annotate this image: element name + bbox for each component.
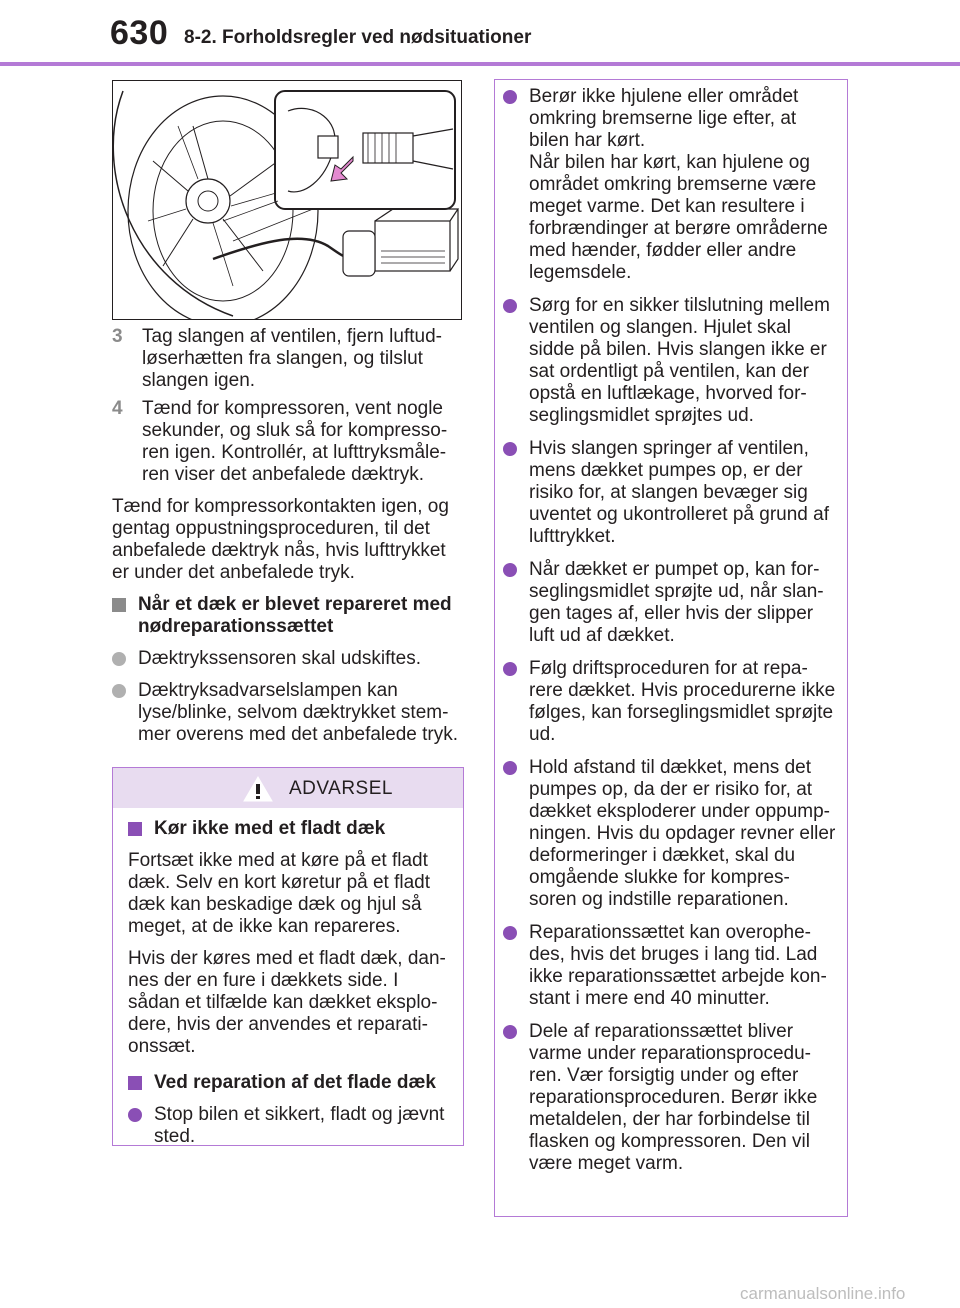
warning-header [113,768,463,808]
warning-label: ADVARSEL [289,778,393,799]
step-number: 4 [112,398,123,419]
square-bullet-icon [128,1076,142,1090]
left-column [112,326,464,756]
instruction-paragraph: Tænd for kompressorkontakten igen, og gentag oppustningsproceduren, til det anbefalede dæktryk nås, hvis lufttrykket er under det anbefalede tryk. [112,496,449,583]
list-item: Berør ikke hjulene eller området omkring bremserne lige efter, at bilen har kørt. Når bilen har kørt, kan hjulene og området omkring bremserne være meget varme. Det kan resultere i forbrændinger at berøre områderne med hænder, fødder eller andre legemsdele. [503,86,837,284]
warning-heading: Ved reparation af det flade dæk [128,1072,449,1094]
tire-repair-illustration [112,80,462,320]
warning-continuation-box [494,79,848,1217]
list-item: Dæktrykssensoren skal udskiftes. [112,648,464,670]
watermark-footer[interactable]: carmanualsonline.info [740,1284,906,1303]
warning-box [112,767,464,1146]
page-number: 630 [110,14,169,52]
circle-bullet-icon [503,299,517,313]
section-heading: Når et dæk er blevet repareret med nødreparationssættet [112,594,464,638]
step-text: Tag slangen af ventilen, fjern luftud-løserhætten fra slangen, og tilslut slangen igen. [142,326,442,391]
warning-paragraph: Fortsæt ikke med at køre på et fladt dæk. Selv en kort køretur på et fladt dæk kan beskadige dæk og hjul så meget, at de ikke kan repareres. [128,850,431,937]
list-item: Sørg for en sikker tilslutning mellem ventilen og slangen. Hjulet skal sidde på bilen. Hvis slangen ikke er sat ordentligt på ventilen, kan der opstå en luftlækage, hvorved for-seglingsmidlet sprøjtes ud. [503,295,837,427]
list-item: Dele af reparationssættet bliver varme under reparationsprocedu-ren. Vær forsigtig under og efter reparationsproceduren. Berør ikke metaldelen, der har forbindelse til flasken og kompressoren. Den vil være meget varm. [503,1021,837,1175]
circle-bullet-icon [503,442,517,456]
circle-bullet-icon [128,1108,142,1122]
circle-bullet-icon [503,926,517,940]
warning-body [113,808,463,1148]
step-text: Tænd for kompressoren, vent nogle sekunder, og sluk så for kompresso-ren igen. Kontrollér, at lufttryksmåle-ren viser det anbefalede dæktryk. [142,398,448,485]
circle-bullet-icon [503,563,517,577]
step-number: 3 [112,326,123,347]
circle-bullet-icon [503,662,517,676]
square-bullet-icon [128,822,142,836]
section-title: 8-2. Forholdsregler ved nødsituationer [184,27,532,48]
warning-paragraph: Hvis der køres med et fladt dæk, dan-nes der en fure i dækkets side. I sådan et tilfælde kan dækket eksplo-dere, hvis der anvendes et reparati-onssæt. [128,948,446,1057]
circle-bullet-icon [503,761,517,775]
step-4 [112,398,464,486]
list-item: Reparationssættet kan overophe-des, hvis det bruges i lang tid. Lad ikke reparationssættet arbejde kon-stant i mere end 40 minutter. [503,922,837,1010]
warning-triangle-icon [243,776,273,802]
list-item: Følg driftsproceduren for at repa-rere dækket. Hvis procedurerne ikke følges, kan forseglingsmidlet sprøjte ud. [503,658,837,746]
circle-bullet-icon [503,1025,517,1039]
list-item: Hvis slangen springer af ventilen, mens dækket pumpes op, er der risiko for, at slangen bevæger sig uventet og ukontrolleret på grund af lufttrykket. [503,438,837,548]
header-rule [0,62,960,66]
list-item: Dæktryksadvarselslampen kan lyse/blinke, selvom dæktrykket stem-mer overens med det anbefalede tryk. [112,680,464,746]
circle-bullet-icon [112,684,126,698]
list-item: Når dækket er pumpet op, kan for-seglingsmidlet sprøjte ud, når slan-gen tages af, eller hvis der slipper luft ud af dækket. [503,559,837,647]
list-item: Hold afstand til dækket, mens det pumpes op, da der er risiko for, at dækket eksploderer under oppump-ningen. Hvis du opdager revner eller deformeringer i dækket, skal du omgående slukke for kompres-soren og indstille reparationen. [503,757,837,911]
circle-bullet-icon [112,652,126,666]
step-3 [112,326,464,392]
warning-heading: Kør ikke med et fladt dæk [128,818,449,840]
list-item: Stop bilen et sikkert, fladt og jævnt sted. [128,1104,449,1148]
circle-bullet-icon [503,90,517,104]
square-bullet-icon [112,598,126,612]
